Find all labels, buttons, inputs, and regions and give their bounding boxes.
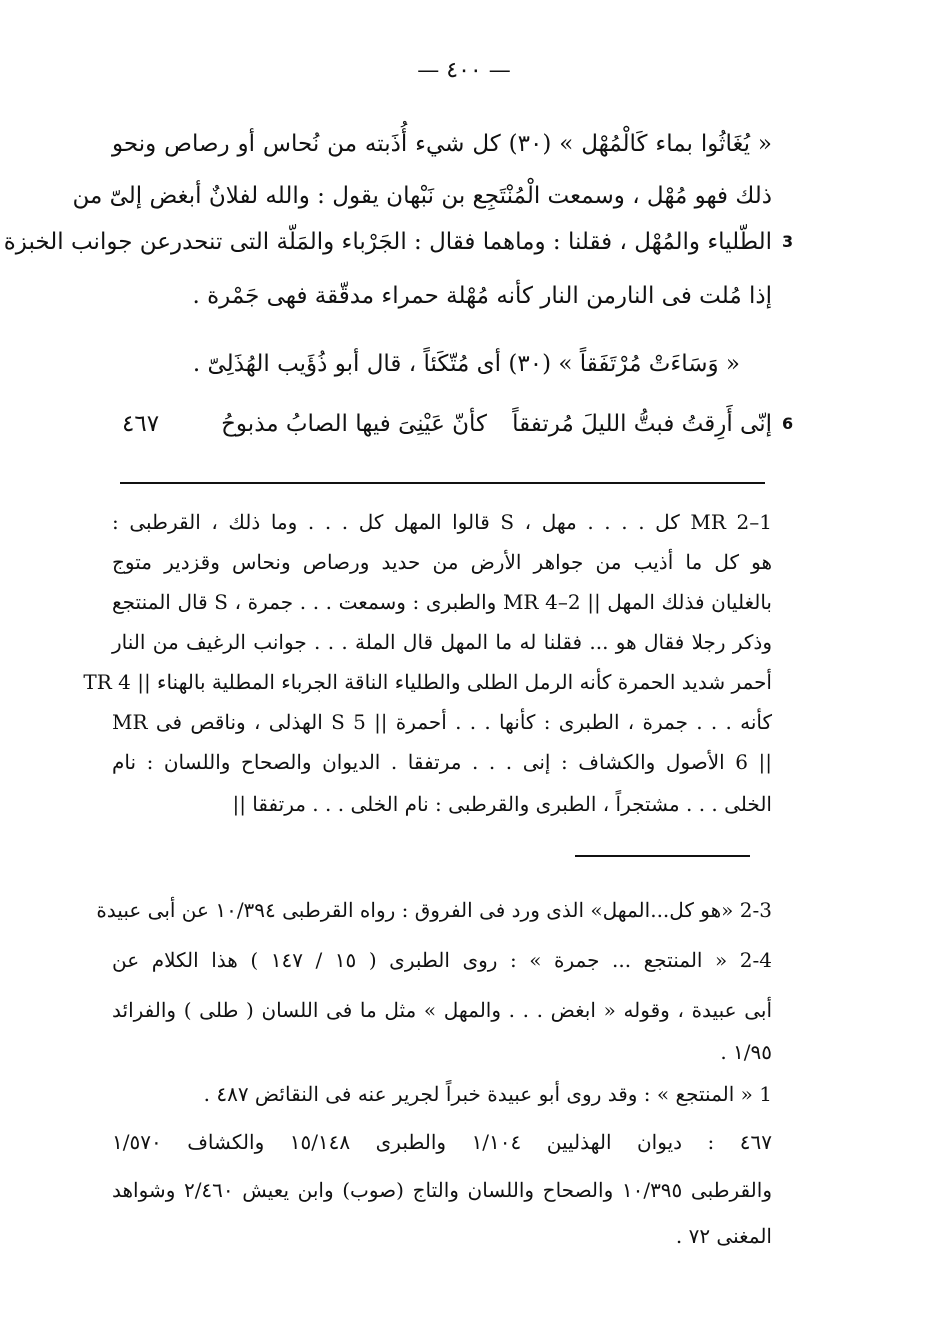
apparatus-divider <box>120 482 765 484</box>
verse-line <box>112 404 772 444</box>
verse-line-number: 6 <box>782 414 794 433</box>
apparatus-line: بالغليان فذلك المهل || 2–4 MR والطبرى : وسمعت . . . جمرة ، S قال المنتجع <box>112 590 772 614</box>
apparatus-line: كأنه . . . جمرة ، الطبرى : كأنها . . . أحمرة || S 5 الهذلى ، وناقص فى MR <box>112 710 772 734</box>
apparatus-line: || 6 الأصول والكشاف : إنى . . . مرتفقا . الديوان والصحاح واللسان : نام <box>112 750 772 774</box>
note-line: أبى عبيدة ، وقوله « ابغض . . . والمهل » مثل ما فى اللسان ( طلى ) والفرائد <box>112 998 772 1022</box>
note-line: ١/٩٥ . <box>720 1040 772 1064</box>
main-text-line: الطّلياء والمُهْل ، فقلنا : وماهما فقال : الجَرْباء والمَلّة التى تنحدرعن جوانب الخبزة <box>3 229 772 255</box>
apparatus-line: الخلى . . . مشتجراً ، الطبرى والقرطبى : نام الخلى . . . مرتفقا || <box>232 792 772 816</box>
note-line: والقرطبى ١٠/٣٩٥ والصحاح واللسان والتاج (صوب) وابن يعيش ٢/٤٦٠ وشواهد <box>112 1178 772 1202</box>
note-line: ٤٦٧ : ديوان الهذليين ١/١٠٤ والطبرى ١٥/١٤٨ والكشاف ١/٥٧٠ <box>112 1130 772 1154</box>
apparatus-line: أحمر شديد الحمرة كأنه الرمل الطلى والطلياء الناقة الجرباء المطلية بالهناء || TR 4 <box>83 670 772 694</box>
note-line: 2-3 «هو كل...المهل» الذى ورد فى الفروق : رواه القرطبى ١٠/٣٩٤ عن أبى عبيدة <box>96 898 772 922</box>
notes-divider <box>575 855 750 857</box>
verse-hemistich-2: كأنّ عَيْنِىَ فيها الصابُ مذبوحُ <box>221 411 487 437</box>
main-text-line: « يُغَاثُوا بماء كَالْمُهْل » (٣٠) كل شيء أُذَبته من نُحاس أو رصاص ونحو <box>112 131 772 157</box>
verse-reference-number: ٤٦٧ <box>122 411 160 437</box>
note-line: 1 « المنتجع » : وقد روى أبو عبيدة خبراً لجرير عنه فى النقائض ٤٨٧ . <box>203 1082 772 1106</box>
apparatus-line: 1–2 MR كل . . . . مهل ، S قالوا المهل كل . . . وما ذلك ، القرطبى : <box>112 510 772 534</box>
main-text-line: « وَسَاءَتْ مُرْتَفَقاً » (٣٠) أى مُتّكَئاً ، قال أبو ذُؤَيب الهُذَلِىّ . <box>192 351 740 377</box>
note-line: 2-4 « المنتجع ... جمرة » : روى الطبرى ( ١٥ / ١٤٧ ) هذا الكلام عن <box>112 948 772 972</box>
main-text-line: إذا مُلت فى النارمن النار كأنه مُهْلة حمراء مدقّقة فهى جَمْرة . <box>192 283 772 309</box>
line-number: 3 <box>782 232 794 251</box>
apparatus-line: هو كل ما أذيب من جواهر الأرض من حديد ورصاص ونحاس وقزدير متوج <box>112 550 772 574</box>
apparatus-line: وذكر رجلا فقال هو ... فقلنا له ما المهل قال الملة . . . جوانب الرغيف من النار <box>112 630 772 654</box>
note-line: المغنى ٧٢ . <box>675 1224 772 1248</box>
main-text-line: ذلك فهو مُهْل ، وسمعت الْمُنْتَجِع بن نَبْهان يقول : والله لفلانٌ أبغض إلىّ من <box>72 183 772 209</box>
verse-hemistich-1: إنّى أَرِقتُ فبتُّ الليلَ مُرتفقاً <box>512 411 772 437</box>
page-number: — ٤٠٠ — <box>417 58 511 83</box>
